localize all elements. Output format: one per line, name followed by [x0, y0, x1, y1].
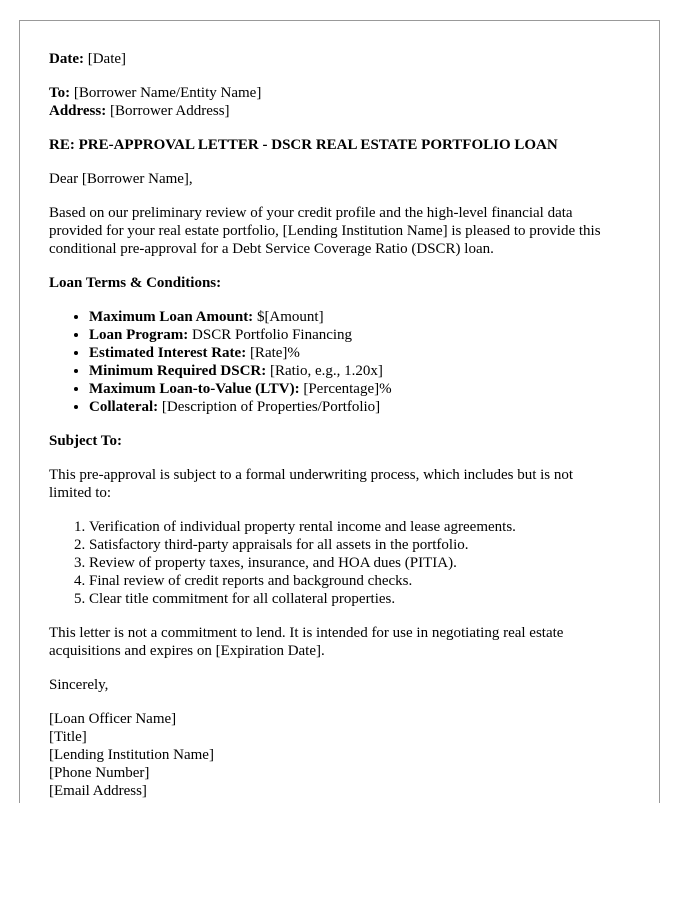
phone-number: [Phone Number] — [49, 765, 150, 781]
condition-item: 1. Verification of individual property rental income and lease agreements. — [89, 518, 619, 536]
to-line — [49, 84, 619, 102]
term-label: Loan Program: — [89, 327, 189, 343]
conditions-heading-text: Subject To: — [49, 433, 122, 449]
signature-block — [49, 710, 619, 800]
term-value: DSCR Portfolio Financing — [192, 327, 353, 343]
subject-text: RE: PRE-APPROVAL LETTER - DSCR REAL ESTATE PORTFOLIO LOAN — [49, 137, 558, 153]
terms-item-collateral — [89, 398, 619, 416]
address-line — [49, 102, 619, 120]
date-label: Date: — [49, 51, 84, 67]
condition-item: 4. Final review of credit reports and background checks. — [89, 572, 619, 590]
terms-item-loan-amount — [89, 308, 619, 326]
date-line — [49, 50, 619, 68]
subject-line — [49, 136, 619, 154]
institution-name: [Lending Institution Name] — [49, 747, 214, 763]
date-value: [Date] — [87, 51, 127, 67]
term-label: Minimum Required DSCR: — [89, 363, 267, 379]
term-label: Maximum Loan Amount: — [89, 309, 254, 325]
term-value: [Rate]% — [249, 345, 300, 361]
term-value: [Percentage]% — [303, 381, 392, 397]
letter-body — [49, 50, 619, 800]
to-value: [Borrower Name/Entity Name] — [73, 85, 262, 101]
term-label: Estimated Interest Rate: — [89, 345, 247, 361]
officer-title: [Title] — [49, 729, 87, 745]
terms-item-interest-rate — [89, 344, 619, 362]
term-value: [Description of Properties/Portfolio] — [161, 399, 381, 415]
closing: Sincerely, — [49, 677, 109, 693]
term-label: Collateral: — [89, 399, 159, 415]
address-label: Address: — [49, 103, 107, 119]
address-value: [Borrower Address] — [109, 103, 230, 119]
conditions-intro: This pre-approval is subject to a formal underwriting process, which includes but is not limited to: — [49, 467, 574, 501]
condition-item: 3. Review of property taxes, insurance, and HOA dues (PITIA). — [89, 554, 619, 572]
condition-item: 2. Satisfactory third-party appraisals for all assets in the portfolio. — [89, 536, 619, 554]
term-label: Maximum Loan-to-Value (LTV): — [89, 381, 300, 397]
terms-heading — [49, 274, 619, 292]
condition-item: 5. Clear title commitment for all collateral properties. — [89, 590, 619, 608]
recipient-block — [49, 84, 619, 120]
terms-item-ltv — [89, 380, 619, 398]
term-value: $[Amount] — [256, 309, 324, 325]
conditions-heading — [49, 432, 619, 450]
term-value: [Ratio, e.g., 1.20x] — [269, 363, 383, 379]
email-address: [Email Address] — [49, 783, 147, 799]
to-label: To: — [49, 85, 71, 101]
letter-page — [19, 20, 660, 803]
disclaimer-paragraph: This letter is not a commitment to lend. It is intended for use in negotiating real estate acquisitions and expires on [Expiration Date]. — [49, 625, 564, 659]
officer-name: [Loan Officer Name] — [49, 711, 177, 727]
intro-paragraph: Based on our preliminary review of your credit profile and the high-level financial data provided for your real estate portfolio, [Lending Institution Name] is pleased to provide this conditional pre-approval for a Debt Service Coverage Ratio (DSCR) loan. — [49, 205, 601, 257]
conditions-list — [49, 518, 619, 608]
terms-list — [49, 308, 619, 416]
salutation: Dear [Borrower Name], — [49, 171, 193, 187]
terms-item-loan-program — [89, 326, 619, 344]
terms-item-dscr — [89, 362, 619, 380]
terms-heading-text: Loan Terms & Conditions: — [49, 275, 222, 291]
